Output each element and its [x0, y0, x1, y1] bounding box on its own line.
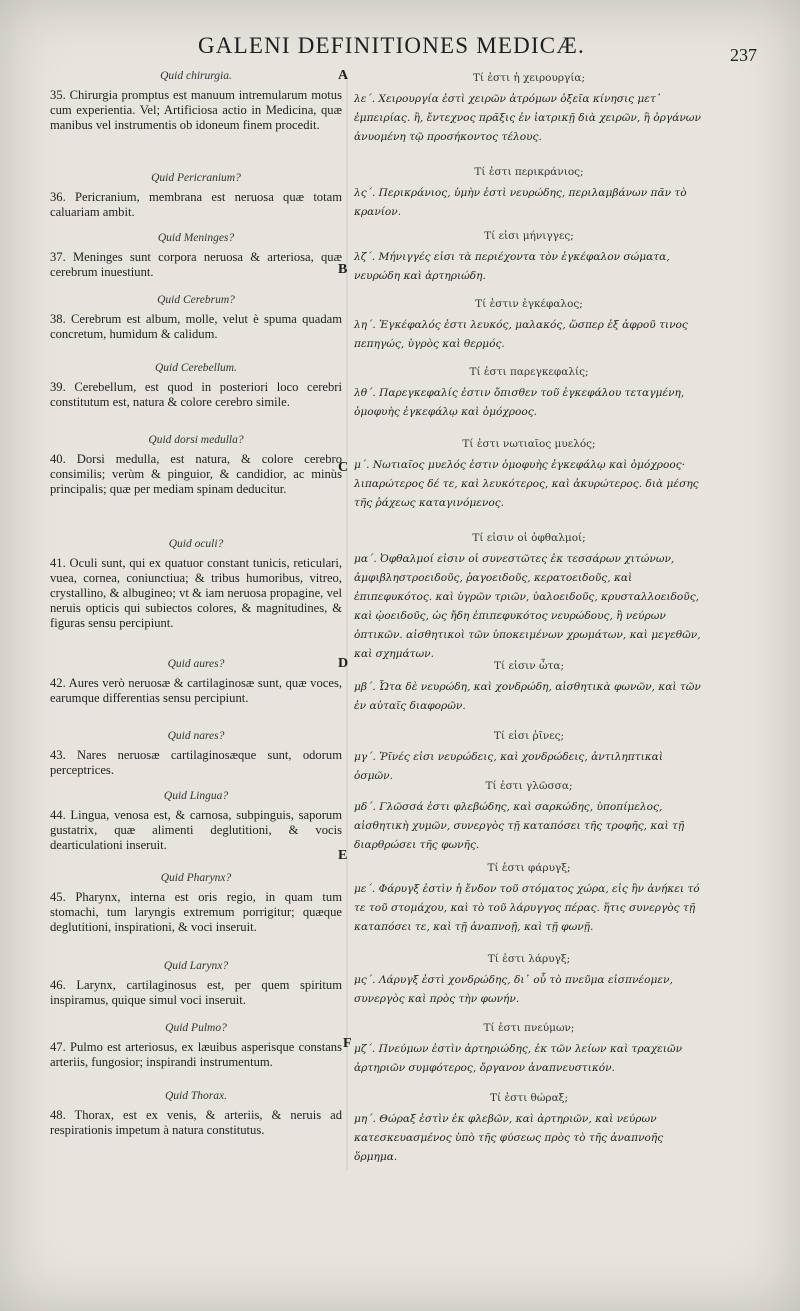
latin-question-heading: Quid Cerebrum? — [157, 294, 235, 306]
latin-definition-text: 42. Aures verò neruosæ & cartilaginosæ sunt, quæ voces, earumque differentias sensu percipiunt. — [50, 676, 342, 705]
greek-definition — [354, 298, 704, 354]
latin-question-heading: Quid nares? — [167, 730, 225, 742]
latin-definition-text: 44. Lingua, venosa est, & carnosa, subpinguis, saporum gustatrix, quæ alimenti deglutitioni, & vocis dearticulationi inseruit. — [50, 808, 342, 852]
margin-letter: C — [338, 460, 349, 475]
latin-definition — [50, 232, 342, 280]
latin-definition-text: 43. Nares neruosæ cartilaginosæque sunt, odorum perceptrices. — [50, 748, 342, 777]
greek-definition — [354, 166, 704, 222]
latin-question-heading: Quid Meninges? — [157, 232, 235, 244]
latin-definition-text: 41. Oculi sunt, qui ex quatuor constant tunicis, reticulari, vuea, cornea, coniunctiua; & tribus humoribus, vitreo, crystallino, & albugineo; vt & iam neruosa propagine, vel neruis opticis qui subiectos colores, & magnitudines, & figuras sensu percipiunt. — [50, 556, 342, 630]
greek-definition — [354, 862, 704, 937]
greek-definition — [354, 72, 704, 147]
greek-question-heading: Τί ἐστι λάρυγξ; — [487, 953, 571, 965]
latin-question-heading: Quid Thorax. — [165, 1090, 227, 1102]
latin-definition — [50, 362, 342, 410]
latin-question-heading: Quid Pharynx? — [160, 872, 232, 884]
latin-definition — [50, 730, 342, 778]
latin-definition — [50, 538, 342, 631]
greek-question-heading: Τί ἐστι παρεγκεφαλίς; — [469, 366, 589, 378]
greek-definition-text: μη΄. Θώραξ ἐστὶν ἐκ φλεβῶν, καὶ ἀρτηριῶν, καὶ νεύρων κατεσκευασμένος ὑπὸ τῆς φύσεως πρὸς τὸ τῆς ἀναπνοῆς ὅρμημα. — [354, 1113, 664, 1163]
latin-definition — [50, 434, 342, 497]
greek-definition-text: μβ΄. Ὦτα δὲ νευρώδη, καὶ χονδρώδη, αἰσθητικὰ φωνῶν, καὶ τῶν ἐν αὐταῖς διαφορῶν. — [354, 681, 701, 712]
greek-question-heading: Τί εἰσι ῥῖνες; — [493, 730, 565, 742]
margin-letter: D — [338, 656, 349, 671]
greek-definition — [354, 532, 704, 664]
greek-definition-text: λθ΄. Παρεγκεφαλίς ἐστιν ὄπισθεν τοῦ ἐγκεφάλου τεταγμένη, ὁμοφυὴς ἐγκεφάλῳ καὶ ὁμόχροος. — [354, 387, 685, 418]
latin-definition-text: 37. Meninges sunt corpora neruosa & arteriosa, quæ cerebrum inuestiunt. — [50, 250, 342, 279]
latin-definition — [50, 1022, 342, 1070]
greek-definition-text: μδ΄. Γλῶσσά ἐστι φλεβώδης, καὶ σαρκώδης, ὑποπίμελος, αἰσθητικὴ χυμῶν, συνεργὸς τῇ καταπόσει τῆς τροφῆς, καὶ τῇ διαρθρώσει τῆς φωνῆς. — [354, 801, 685, 851]
latin-definition — [50, 790, 342, 853]
latin-definition-text: 40. Dorsi medulla, est natura, & colore cerebro consimilis; verùm & pinguior, & candidior, ac minùs principalis; quæ per mediam spinam deducitur. — [50, 452, 342, 496]
latin-definition-text: 46. Larynx, cartilaginosus est, per quem spiritum inspiramus, quique simul voci inseruit. — [50, 978, 342, 1007]
latin-question-heading: Quid dorsi medulla? — [148, 434, 244, 446]
margin-letter: E — [338, 848, 348, 863]
greek-definition — [354, 366, 704, 422]
latin-question-heading: Quid Pulmo? — [165, 1022, 227, 1034]
latin-question-heading: Quid Pericranium? — [151, 172, 241, 184]
margin-letter: A — [338, 68, 349, 83]
latin-definition — [50, 294, 342, 342]
latin-definition-text: 38. Cerebrum est album, molle, velut è spuma quadam concretum, humidum & calidum. — [50, 312, 342, 341]
greek-question-heading: Τί ἐστι γλῶσσα; — [485, 780, 573, 792]
latin-question-heading: Quid chirurgia. — [160, 70, 232, 82]
greek-definition-text: λε΄. Χειρουργία ἐστὶ χειρῶν ἀτρόμων ὀξεῖα κίνησις μετ᾽ ἐμπειρίας. ἢ, ἔντεχνος πρᾶξις ἐν ἰατρικῇ διὰ χειρῶν, ἢ ὀργάνων ἀνυομένη τῷ προσήκοντος τέλους. — [354, 93, 701, 143]
greek-definition — [354, 953, 704, 1009]
greek-definition — [354, 780, 704, 855]
greek-definition-text: με΄. Φάρυγξ ἐστὶν ἡ ἔνδον τοῦ στόματος χώρα, εἰς ἣν ἀνήκει τό τε τοῦ στομάχου, καὶ τὸ τοῦ λάρυγγος πέρας. ἥτις συνεργὸς τῇ καταπόσει τε, καὶ τῇ ἀναπνοῇ, καὶ τῇ φωνῇ. — [354, 883, 700, 933]
latin-definition-text: 39. Cerebellum, est quod in posteriori loco cerebri constitutum est, natura & colore cerebro simile. — [50, 380, 342, 409]
running-title: GALENI DEFINITIONES MEDICÆ. — [198, 33, 585, 58]
greek-definition-text: μγ΄. Ῥῖνές εἰσι νευρώδεις, καὶ χονδρώδεις, ἀντιληπτικαὶ ὀσμῶν. — [354, 751, 663, 782]
greek-definition — [354, 660, 704, 716]
latin-definition-text: 47. Pulmo est arteriosus, ex læuibus asperisque constans arteriis, fungosior; inspirandi instrumentum. — [50, 1040, 342, 1069]
gutter-shadow — [346, 80, 348, 1170]
latin-question-heading: Quid Lingua? — [163, 790, 229, 802]
margin-letter: F — [343, 1036, 352, 1051]
latin-question-heading: Quid Larynx? — [163, 960, 229, 972]
margin-letter: B — [338, 262, 348, 277]
greek-question-heading: Τί ἐστι πνεύμων; — [483, 1022, 575, 1034]
latin-question-heading: Quid oculi? — [168, 538, 224, 550]
greek-question-heading: Τί ἐστι περικράνιος; — [474, 166, 584, 178]
greek-definition-text: μα΄. Ὀφθαλμοί εἰσιν οἱ συνεστῶτες ἐκ τεσσάρων χιτώνων, ἀμφιβληστροειδοῦς, ῥαγοειδοῦς, κερατοειδοῦς, καὶ ἐπιπεφυκότος. καὶ ὑγρῶν τριῶν, ὑαλοειδοῦς, κρυσταλλοειδοῦς, καὶ ᾠοειδοῦς, ὡς ἤδη ἐπιπεφυκότος νευρώδους, ἢ νεύρων ὀπτικῶν. αἰσθητικοὶ τῶν ὑποκειμένων χρωμάτων, καὶ μεγεθῶν, καὶ σχημάτων. — [354, 553, 701, 660]
greek-question-heading: Τί ἐστι θώραξ; — [490, 1092, 568, 1104]
greek-question-heading: Τί ἐστι ἡ χειρουργία; — [472, 72, 586, 84]
greek-question-heading: Τί ἐστι φάρυγξ; — [487, 862, 571, 874]
greek-definition — [354, 230, 704, 286]
latin-definition-text: 35. Chirurgia promptus est manuum intremularum motus cum experientia. Vel; Artificiosa actio in Medicina, quæ manibus vel instrumentis ob idoneum finem procedit. — [50, 88, 342, 132]
latin-definition — [50, 960, 342, 1008]
latin-definition — [50, 872, 342, 935]
greek-question-heading: Τί ἐστιν ἐγκέφαλος; — [475, 298, 583, 310]
latin-definition — [50, 658, 342, 706]
greek-question-heading: Τί εἰσιν ὦτα; — [493, 660, 565, 672]
greek-question-heading: Τί εἰσιν οἱ ὀφθαλμοί; — [472, 532, 586, 544]
latin-definition-text: 48. Thorax, est ex venis, & arteriis, & neruis ad respirationis impetum à natura constitutus. — [50, 1108, 342, 1137]
greek-definition — [354, 1022, 704, 1078]
latin-definition — [50, 70, 342, 133]
latin-definition-text: 36. Pericranium, membrana est neruosa quæ totam caluariam ambit. — [50, 190, 342, 219]
greek-definition — [354, 438, 704, 513]
greek-question-heading: Τί ἐστι νωτιαῖος μυελός; — [462, 438, 596, 450]
latin-definition-text: 45. Pharynx, interna est oris regio, in quam tum stomachi, tum laryngis extremum porrigitur; quæque deglutitioni, inspirationi, & voci inseruit. — [50, 890, 342, 934]
latin-question-heading: Quid Cerebellum. — [155, 362, 237, 374]
greek-definition-text: λζ΄. Μήνιγγές εἰσι τὰ περιέχοντα τὸν ἐγκέφαλον σώματα, νευρώδη καὶ ἀρτηριώδη. — [354, 251, 670, 282]
page-number: 237 — [730, 45, 757, 65]
greek-question-heading: Τί εἰσι μήνιγγες; — [484, 230, 574, 242]
greek-definition-text: μζ΄. Πνεύμων ἐστὶν ἀρτηριώδης, ἐκ τῶν λείων καὶ τραχειῶν ἀρτηριῶν συμφότερος, ὄργανον ἀναπνευστικόν. — [354, 1043, 683, 1074]
greek-definition — [354, 1092, 704, 1167]
greek-definition-text: μς΄. Λάρυγξ ἐστὶ χονδρώδης, δι᾽ οὗ τὸ πνεῦμα εἰσπνέομεν, συνεργὸς καὶ πρὸς τὴν φωνήν. — [354, 974, 673, 1005]
greek-definition-text: λη΄. Ἐγκέφαλός ἐστι λευκός, μαλακός, ὥσπερ ἐξ ἀφροῦ τινος πεπηγώς, ὑγρὸς καὶ θερμός. — [354, 319, 688, 350]
latin-question-heading: Quid aures? — [167, 658, 225, 670]
latin-definition — [50, 172, 342, 220]
greek-definition — [354, 730, 704, 786]
greek-definition-text: λς΄. Περικράνιος, ὑμὴν ἐστὶ νευρώδης, περιλαμβάνων πᾶν τὸ κρανίον. — [354, 187, 687, 218]
latin-definition — [50, 1090, 342, 1138]
greek-definition-text: μ΄. Νωτιαῖος μυελός ἐστιν ὁμοφυὴς ἐγκεφάλῳ καὶ ὁμόχροος· λιπαρώτερος δέ τε, καὶ λευκότερος, καὶ ἀκυρώτερος. διὰ μέσης τῆς ῥάχεως καταγινόμενος. — [354, 459, 699, 509]
